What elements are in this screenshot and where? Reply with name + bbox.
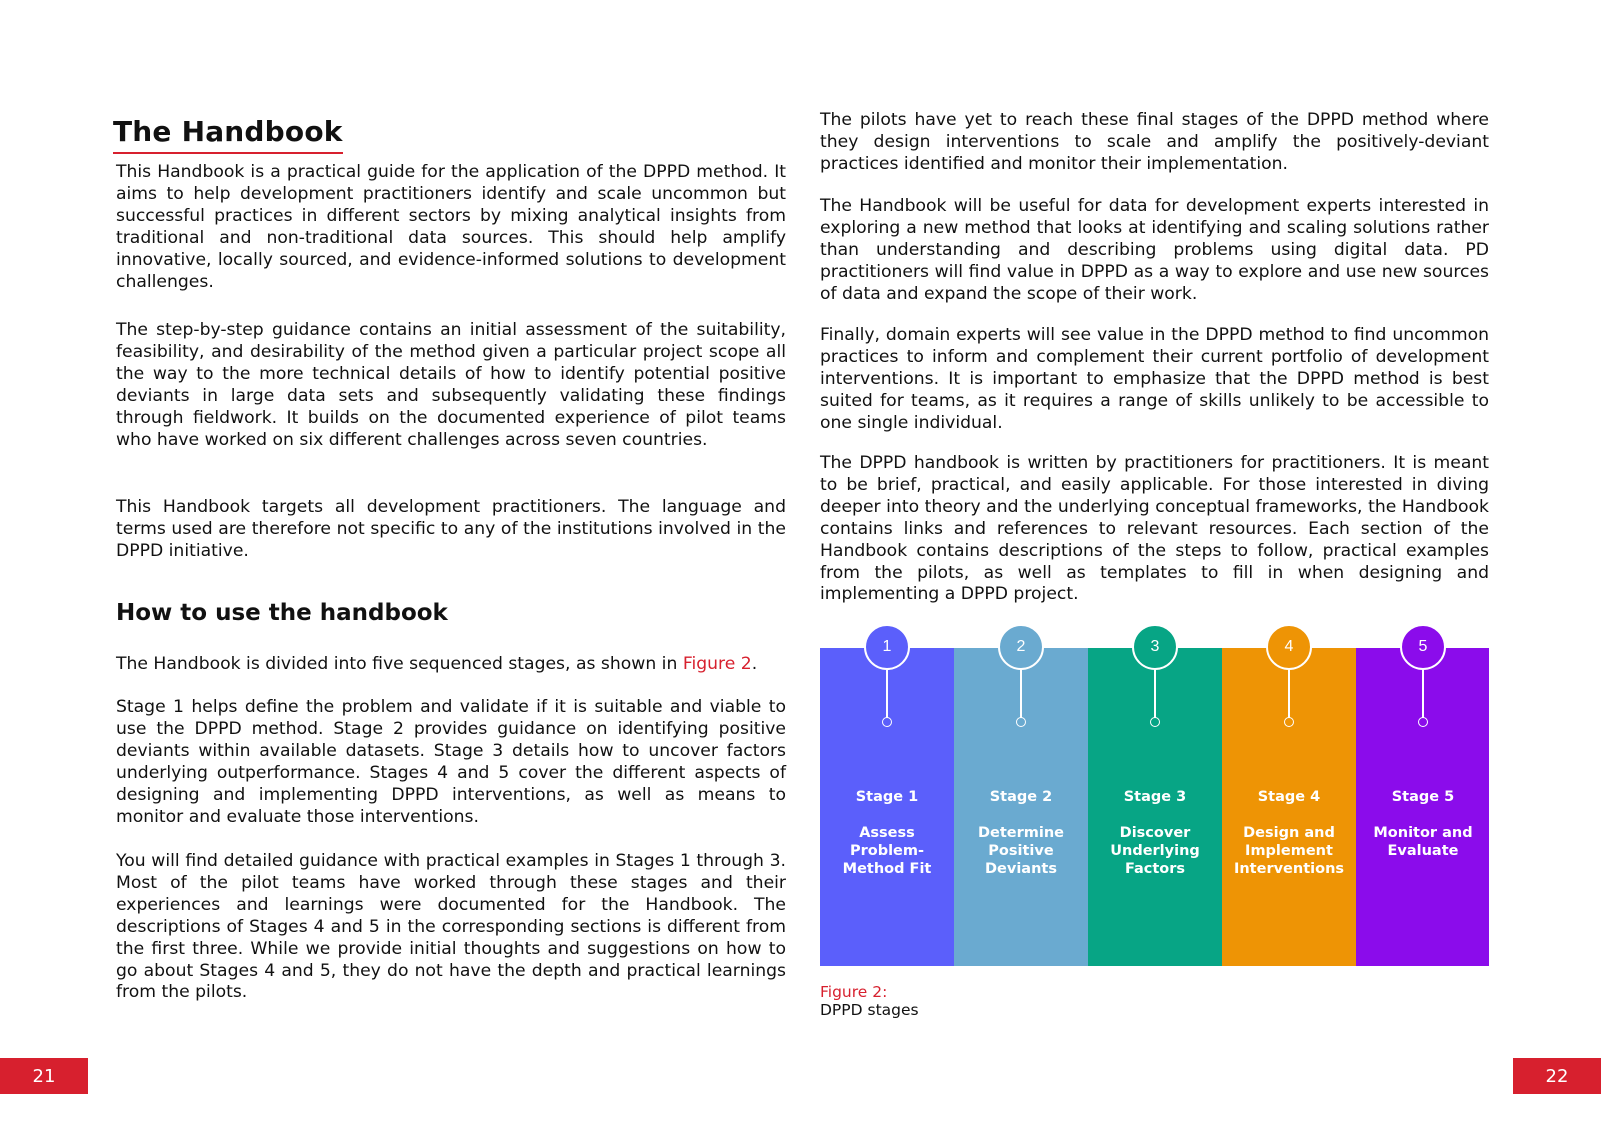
stage-2-description: Determine Positive Deviants — [977, 825, 1065, 877]
stage-5-block — [1356, 638, 1489, 966]
stage-1-dot — [882, 717, 892, 727]
dppd-stages-diagram — [820, 622, 1489, 966]
stage-4-dot — [1284, 717, 1294, 727]
right-paragraph-1: The pilots have yet to reach these final stages of the DPPD method where they design interventions to scale and amplify the positively-deviant practices identified and monitor their implementation. — [820, 110, 1489, 174]
stage-1-connector — [886, 670, 888, 718]
stage-2-dot — [1016, 717, 1026, 727]
intro-paragraph-3: This Handbook targets all development practitioners. The language and terms used are therefore not specific to any of the institutions involved in the DPPD initiative. — [116, 497, 786, 561]
stage-5-label: Stage 5 — [1391, 789, 1455, 805]
figure-caption-label: Figure 2: — [820, 983, 888, 1001]
intro-paragraph-1: This Handbook is a practical guide for the application of the DPPD method. It aims to help development practitioners identify and scale uncommon but successful practices in different sectors by mixing analytical insights from traditional and non-traditional data sources. This should help amplify innovative, locally sourced, and evidence-informed solutions to development challenges. — [116, 162, 786, 292]
right-paragraph-3: Finally, domain experts will see value in the DPPD method to find uncommon practices to inform and complement their current portfolio of development interventions. It is important to emphasize that the DPPD method is best suited for teams, as it requires a range of skills unlikely to be accessible to one single individual. — [820, 325, 1489, 433]
stage-4-connector — [1288, 670, 1290, 718]
stage-5-connector — [1422, 670, 1424, 718]
stage-2-block — [954, 638, 1088, 966]
stage-1-description: Assess Problem-Method Fit — [842, 825, 932, 877]
stage-3-dot — [1150, 717, 1160, 727]
stage-5-dot — [1418, 717, 1428, 727]
figure-caption-text: DPPD stages — [820, 1001, 919, 1019]
stage-4-block — [1222, 638, 1356, 966]
page-title: The Handbook — [113, 114, 343, 154]
usage-intro-paragraph — [116, 654, 786, 676]
figure-2-link[interactable]: Figure 2 — [682, 654, 752, 674]
stage-4-label: Stage 4 — [1257, 789, 1321, 805]
stage-3-connector — [1154, 670, 1156, 718]
stage-5-description: Monitor and Evaluate — [1373, 825, 1473, 859]
stage-1-block — [820, 638, 954, 966]
stage-1-number-circle: 1 — [864, 624, 910, 670]
stage-4-description: Design and Implement Interventions — [1233, 825, 1345, 877]
usage-intro-text: The Handbook is divided into five sequenced stages, as shown in — [116, 654, 683, 674]
stage-3-label: Stage 3 — [1123, 789, 1187, 805]
stage-3-block — [1088, 638, 1222, 966]
stage-2-connector — [1020, 670, 1022, 718]
usage-paragraph-2: You will find detailed guidance with practical examples in Stages 1 through 3. Most of the pilot teams have worked through these stages and their experiences and learnings were documented for the Handbook. The descriptions of Stages 4 and 5 in the corresponding sections is different from the first three. While we provide initial thoughts and suggestions on how to go about Stages 4 and 5, they do not have the depth and practical learnings from the pilots. — [116, 851, 786, 1003]
stage-2-label: Stage 2 — [989, 789, 1053, 805]
page-number-left: 21 — [0, 1058, 88, 1094]
right-paragraph-2: The Handbook will be useful for data for development experts interested in exploring a new method that looks at identifying and scaling solutions rather than understanding and describing problems using digital data. PD practitioners will find value in DPPD as a way to explore and use new sources of data and expand the scope of their work. — [820, 196, 1489, 304]
stage-3-number-circle: 3 — [1132, 624, 1178, 670]
stage-2-number-circle: 2 — [998, 624, 1044, 670]
page-number-right: 22 — [1513, 1058, 1601, 1094]
right-paragraph-4: The DPPD handbook is written by practitioners for practitioners. It is meant to be brief, practical, and easily applicable. For those interested in diving deeper into theory and the underlying conceptual frameworks, the Handbook contains links and references to relevant resources. Each section of the Handbook contains descriptions of the steps to follow, practical examples from the pilots, as well as templates to fill in when designing and implementing a DPPD project. — [820, 453, 1489, 605]
stage-3-description: Discover Underlying Factors — [1110, 825, 1200, 877]
intro-paragraph-2: The step-by-step guidance contains an initial assessment of the suitability, feasibility, and desirability of the method given a particular project scope all the way to the more technical details of how to identify potential positive deviants in large data sets and subsequently validating these findings through fieldwork. It builds on the documented experience of pilot teams who have worked on six different challenges across seven countries. — [116, 320, 786, 450]
usage-intro-period: . — [751, 654, 758, 674]
usage-paragraph-1: Stage 1 helps define the problem and validate if it is suitable and viable to use the DPPD method. Stage 2 provides guidance on identifying positive deviants within available datasets. Stage 3 details how to uncover factors underlying outperformance. Stages 4 and 5 cover the different aspects of designing and implementing DPPD interventions, as well as means to monitor and evaluate those interventions. — [116, 697, 786, 827]
stage-5-number-circle: 5 — [1400, 624, 1446, 670]
section-heading: How to use the handbook — [116, 600, 448, 626]
stage-1-label: Stage 1 — [855, 789, 919, 805]
stage-4-number-circle: 4 — [1266, 624, 1312, 670]
